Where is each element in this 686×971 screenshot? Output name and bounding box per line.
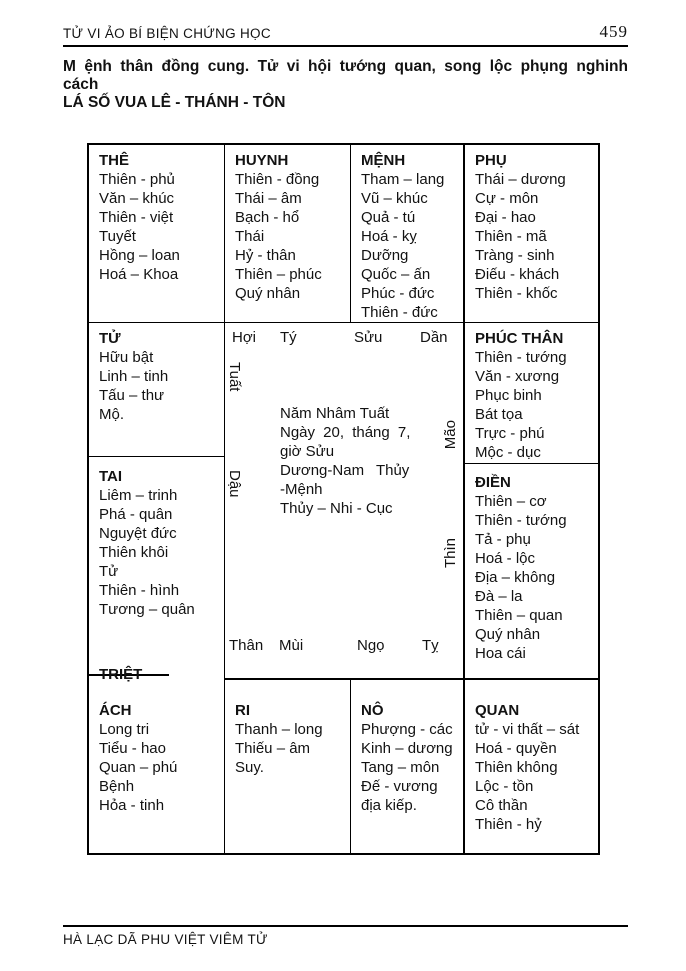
star-line: Tuyết (99, 228, 136, 245)
star-line: Thiên - khốc (475, 285, 558, 302)
birth-info-line: giờ Sửu (280, 443, 335, 460)
star-line: Trực - phú (475, 425, 545, 442)
star-list (475, 492, 594, 663)
birth-info-line: Ngày 20, tháng 7, (280, 424, 411, 441)
star-line: Thiên - hỷ (475, 816, 542, 833)
cell-phu (465, 145, 598, 322)
doc-title-line: LÁ SỐ VUA LÊ - THÁNH - TÔN (63, 94, 286, 111)
star-line: Thiếu – âm (235, 740, 311, 757)
star-line: Tiểu - hao (99, 740, 166, 757)
star-line: Quý nhân (475, 626, 541, 643)
star-line: Đại - hao (475, 209, 536, 226)
star-list (475, 170, 594, 303)
star-line: Thiên - hình (99, 582, 180, 599)
star-line: Phúc - đức (361, 285, 435, 302)
page-footer (63, 925, 628, 947)
star-line: Suy. (235, 759, 264, 776)
cell-header: QUAN (475, 702, 520, 719)
star-line: Thiên - mã (475, 228, 547, 245)
star-line: tử - vi thất – sát (475, 721, 580, 738)
star-line: Phượng - các (361, 721, 453, 738)
footer-text: HÀ LẠC DÃ PHU VIỆT VIÊM TỬ (63, 932, 268, 947)
star-line: Thiên - việt (99, 209, 174, 226)
star-line: Cô thần (475, 797, 528, 814)
star-list (99, 486, 220, 619)
cell-the (89, 145, 224, 322)
star-line: Liêm – trinh (99, 487, 178, 504)
star-line: Nguyệt đức (99, 525, 177, 542)
cell-header: TAI (99, 468, 123, 485)
zodiac-label-ngo: Ngọ (357, 637, 385, 654)
star-list (99, 170, 220, 284)
doc-title (63, 58, 628, 112)
birth-info (280, 404, 450, 518)
star-line: Địa – không (475, 569, 556, 586)
star-line: Hoá - quyền (475, 740, 557, 757)
star-line: Quả - tú (361, 209, 416, 226)
star-line: Tương – quân (99, 601, 195, 618)
star-line: Cự - môn (475, 190, 539, 207)
star-line: Văn – khúc (99, 190, 175, 207)
star-line: Thiên - đức (361, 304, 438, 321)
header-title: TỬ VI ẢO BÍ BIỆN CHỨNG HỌC (63, 26, 271, 41)
star-list (361, 720, 459, 815)
star-line: Tham – lang (361, 171, 445, 188)
star-list (475, 348, 594, 462)
star-line: Điếu - khách (475, 266, 560, 283)
star-line: Bát tọa (475, 406, 523, 423)
star-line: Lộc - tồn (475, 778, 534, 795)
cell-header: PHỤ (475, 152, 507, 169)
zodiac-label-ty: Tý (280, 329, 297, 346)
star-line: Thiên – phúc (235, 266, 322, 283)
birth-info-line: Thủy – Nhi - Cục (280, 500, 393, 517)
triet-label: TRIỆT (99, 666, 143, 683)
cell-ri (225, 695, 350, 853)
birth-info-line: Năm Nhâm Tuất (280, 405, 390, 422)
star-line: Thiên - đồng (235, 171, 320, 188)
star-line: Thiên khôi (99, 544, 169, 561)
star-line: Đế - vương (361, 778, 438, 795)
star-line: Đà – la (475, 588, 523, 605)
star-line: Thanh – long (235, 721, 323, 738)
star-line: Thiên không (475, 759, 558, 776)
star-line: Thiên - tướng (475, 349, 567, 366)
star-line: Tả - phụ (475, 531, 531, 548)
zodiac-label-mao: Mão (442, 420, 459, 450)
cell-header: HUYNH (235, 152, 289, 169)
star-line: Hỷ - thân (235, 247, 296, 264)
doc-title-line: cách (63, 76, 99, 93)
star-list (235, 170, 346, 303)
star-line: Văn - xương (475, 368, 560, 385)
star-list (99, 720, 220, 815)
star-list (361, 170, 459, 322)
star-line: Thiên – cơ (475, 493, 547, 510)
star-line: Hồng – loan (99, 247, 180, 264)
star-line: Hoa cái (475, 645, 526, 662)
chart-center (224, 322, 464, 680)
cell-header: ÁCH (99, 702, 132, 719)
cell-menh (351, 145, 463, 322)
star-line: Hỏa - tinh (99, 797, 165, 814)
zodiac-label-than: Thân (229, 637, 264, 654)
star-line: Quan – phú (99, 759, 178, 776)
cell-header: RI (235, 702, 250, 719)
star-line: Bệnh (99, 778, 135, 795)
star-line: Mộc - dục (475, 444, 541, 461)
page-header (63, 24, 628, 47)
tuvi-chart (87, 143, 600, 855)
birth-info-line: Dương-Nam Thủy (280, 462, 410, 479)
star-line: Hữu bật (99, 349, 154, 366)
cell-tai (89, 457, 224, 667)
star-line: Thiên – quan (475, 607, 563, 624)
cell-no (351, 695, 463, 853)
cell-huynh (225, 145, 350, 322)
star-line: Thiên - tướng (475, 512, 567, 529)
zodiac-label-ty2: Tỵ (422, 637, 439, 654)
star-line: Long tri (99, 721, 150, 738)
zodiac-label-hoi: Hợi (232, 329, 257, 346)
star-line: Kinh – dương (361, 740, 453, 757)
zodiac-label-dan: Dần (420, 329, 448, 346)
star-line: Mộ. (99, 406, 125, 423)
cell-ach (89, 695, 224, 853)
star-line: Phục binh (475, 387, 542, 404)
star-line: Vũ – khúc (361, 190, 428, 207)
star-line: địa kiếp. (361, 797, 417, 814)
cell-header: THÊ (99, 152, 129, 169)
star-line: Phá - quân (99, 506, 173, 523)
cell-header: MỆNH (361, 152, 406, 169)
star-line: Quý nhân (235, 285, 301, 302)
star-line: Dưỡng (361, 247, 409, 264)
star-line: Bạch - hổ (235, 209, 300, 226)
zodiac-label-suu: Sửu (354, 329, 383, 346)
star-list (475, 720, 594, 834)
star-line: Tang – môn (361, 759, 440, 776)
star-list (235, 720, 346, 777)
star-list (99, 348, 220, 424)
star-line: Quốc – ấn (361, 266, 431, 283)
birth-info-line: -Mệnh (280, 481, 323, 498)
zodiac-label-dau: Dậu (226, 470, 243, 498)
doc-title-line: M ệnh thân đồng cung. Tử vi hội tướng quan, song lộc phụng nghinh (63, 58, 628, 75)
page-number: 459 (599, 22, 628, 41)
star-line: Tấu – thư (99, 387, 165, 404)
star-line: Thái – âm (235, 190, 302, 207)
star-line: Linh – tinh (99, 368, 169, 385)
star-line: Tràng - sinh (475, 247, 555, 264)
cell-header: ĐIỀN (475, 474, 511, 491)
star-line: Hoá – Khoa (99, 266, 179, 283)
cell-header: TỬ (99, 330, 121, 347)
cell-tu (89, 323, 224, 456)
cell-header: PHÚC THÂN (475, 330, 564, 347)
star-line: Thiên - phủ (99, 171, 175, 188)
star-line: Thái – dương (475, 171, 566, 188)
zodiac-label-tuat: Tuất (226, 362, 243, 392)
cell-header: NÔ (361, 702, 384, 719)
star-line: Thái (235, 228, 265, 245)
cell-phuc-than (465, 323, 598, 463)
cell-quan (465, 695, 598, 853)
cell-dien (465, 464, 598, 678)
star-line: Tử (99, 563, 119, 580)
star-line: Hoá - lộc (475, 550, 536, 567)
zodiac-label-thin: Thìn (442, 538, 459, 569)
star-line: Hoá - kỵ (361, 228, 417, 245)
zodiac-label-mui: Mùi (279, 637, 304, 654)
